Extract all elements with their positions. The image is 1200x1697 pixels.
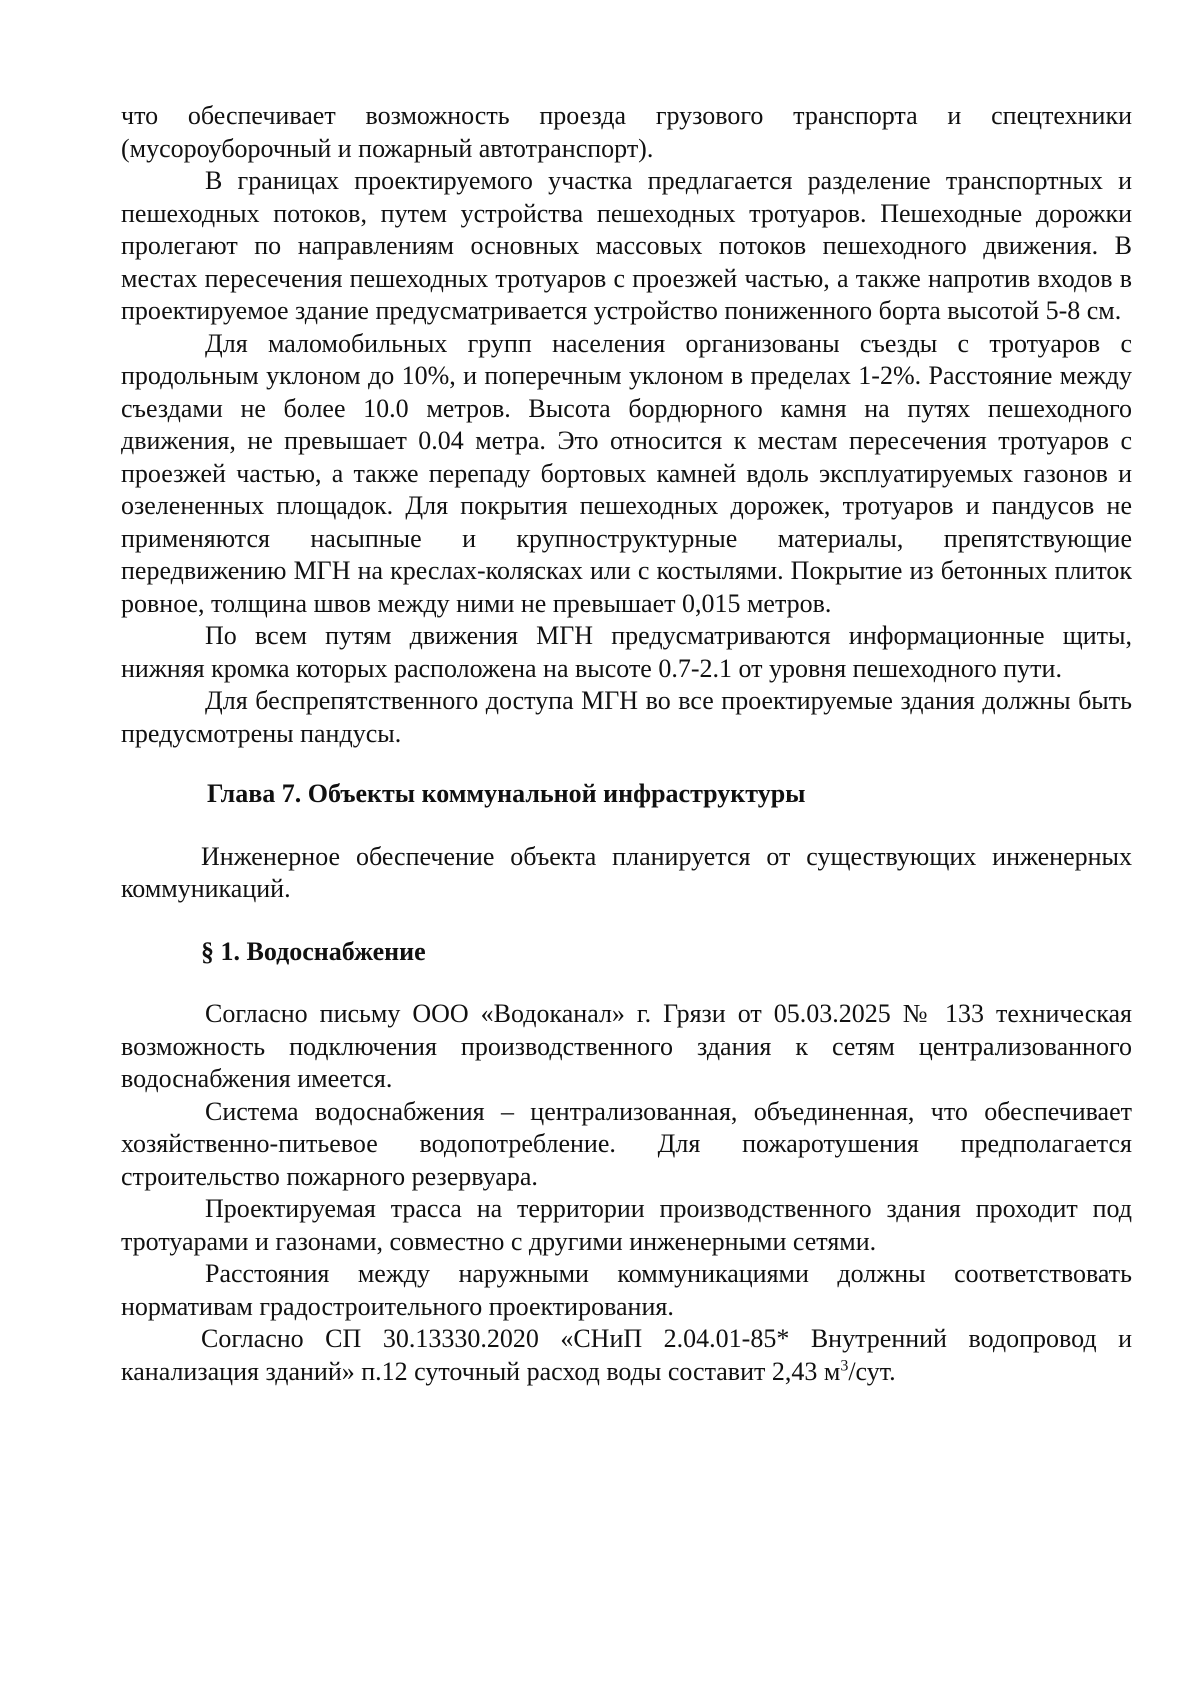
spacer [121, 968, 1132, 998]
consumption-unit-suffix: /сут. [848, 1356, 896, 1386]
paragraph-distances: Расстояния между наружными коммуникациями должны соответствовать нормативам градостроительного проектирования. [121, 1259, 1132, 1321]
section-heading: § 1. Водоснабжение [201, 936, 426, 966]
paragraph-pedestrian-flows: В границах проектируемого участка предлагается разделение транспортных и пешеходных потоков, путем устройства пешеходных тротуаров. Пешеходные дорожки пролегают по направлениям основных массовых потоков пешеходного движения. В местах пересечения пешеходных тротуаров с проезжей частью, а также напротив входов в проектируемое здание предусматривается устройство пониженного борта высотой 5-8 см. [121, 166, 1132, 325]
consumption-text: Согласно СП 30.13330.2020 «СНиП 2.04.01-85* Внутренний водопровод и канализация зданий» п.12 суточный расход воды составит 2,43 м [121, 1324, 1132, 1386]
paragraph-info-boards: По всем путям движения МГН предусматриваются информационные щиты, нижняя кромка которых расположена на высоте 0.7-2.1 от уровня пешеходного пути. [121, 621, 1132, 683]
paragraph-route: Проектируемая трасса на территории производственного здания проходит под тротуарами и газонами, совместно с другими инженерными сетями. [121, 1194, 1132, 1256]
spacer [121, 906, 1132, 936]
page-content [121, 100, 1132, 1388]
paragraph-water-system: Система водоснабжения – централизованная, объединенная, что обеспечивает хозяйственно-питьевое водопотребление. Для пожаротушения предполагается строительство пожарного резервуара. [121, 1096, 1132, 1191]
spacer [121, 811, 1132, 841]
paragraph-water-consumption [121, 1323, 1132, 1388]
spacer [121, 750, 1132, 778]
chapter-heading: Глава 7. Объекты коммунальной инфраструктуры [207, 779, 806, 808]
paragraph-mgn-ramps: Для маломобильных групп населения организованы съезды с тротуаров с продольным уклоном до 10%, и поперечным уклоном в пределах 1-2%. Расстояние между съездами не более 10.0 метров. Высота бордюрного камня на путях пешеходного движения, не превышает 0.04 метра. Это относится к местам пересечения тротуаров с проезжей частью, а также перепаду бортовых камней вдоль эксплуатируемых газонов и озелененных площадок. Для покрытия пешеходных дорожек, тротуаров и пандусов не применяются насыпные и крупноструктурные материалы, препятствующие передвижению МГН на креслах-колясках или с костылями. Покрытие из бетонных плиток ровное, толщина швов между ними не превышает 0,015 метров. [121, 328, 1132, 618]
paragraph-vodokanal-letter: Согласно письму ООО «Водоканал» г. Грязи от 05.03.2025 № 133 техническая возможность подключения производственного здания к сетям централизованного водоснабжения имеется. [121, 999, 1132, 1093]
paragraph-continuation: что обеспечивает возможность проезда грузового транспорта и спецтехники (мусороуборочный и пожарный автотранспорт). [121, 101, 1132, 163]
paragraph-access-ramps: Для беспрепятственного доступа МГН во все проектируемые здания должны быть предусмотрены пандусы. [121, 686, 1132, 748]
unit-superscript: 3 [840, 1356, 849, 1374]
paragraph-chapter-intro: Инженерное обеспечение объекта планируется от существующих инженерных коммуникаций. [121, 841, 1132, 903]
